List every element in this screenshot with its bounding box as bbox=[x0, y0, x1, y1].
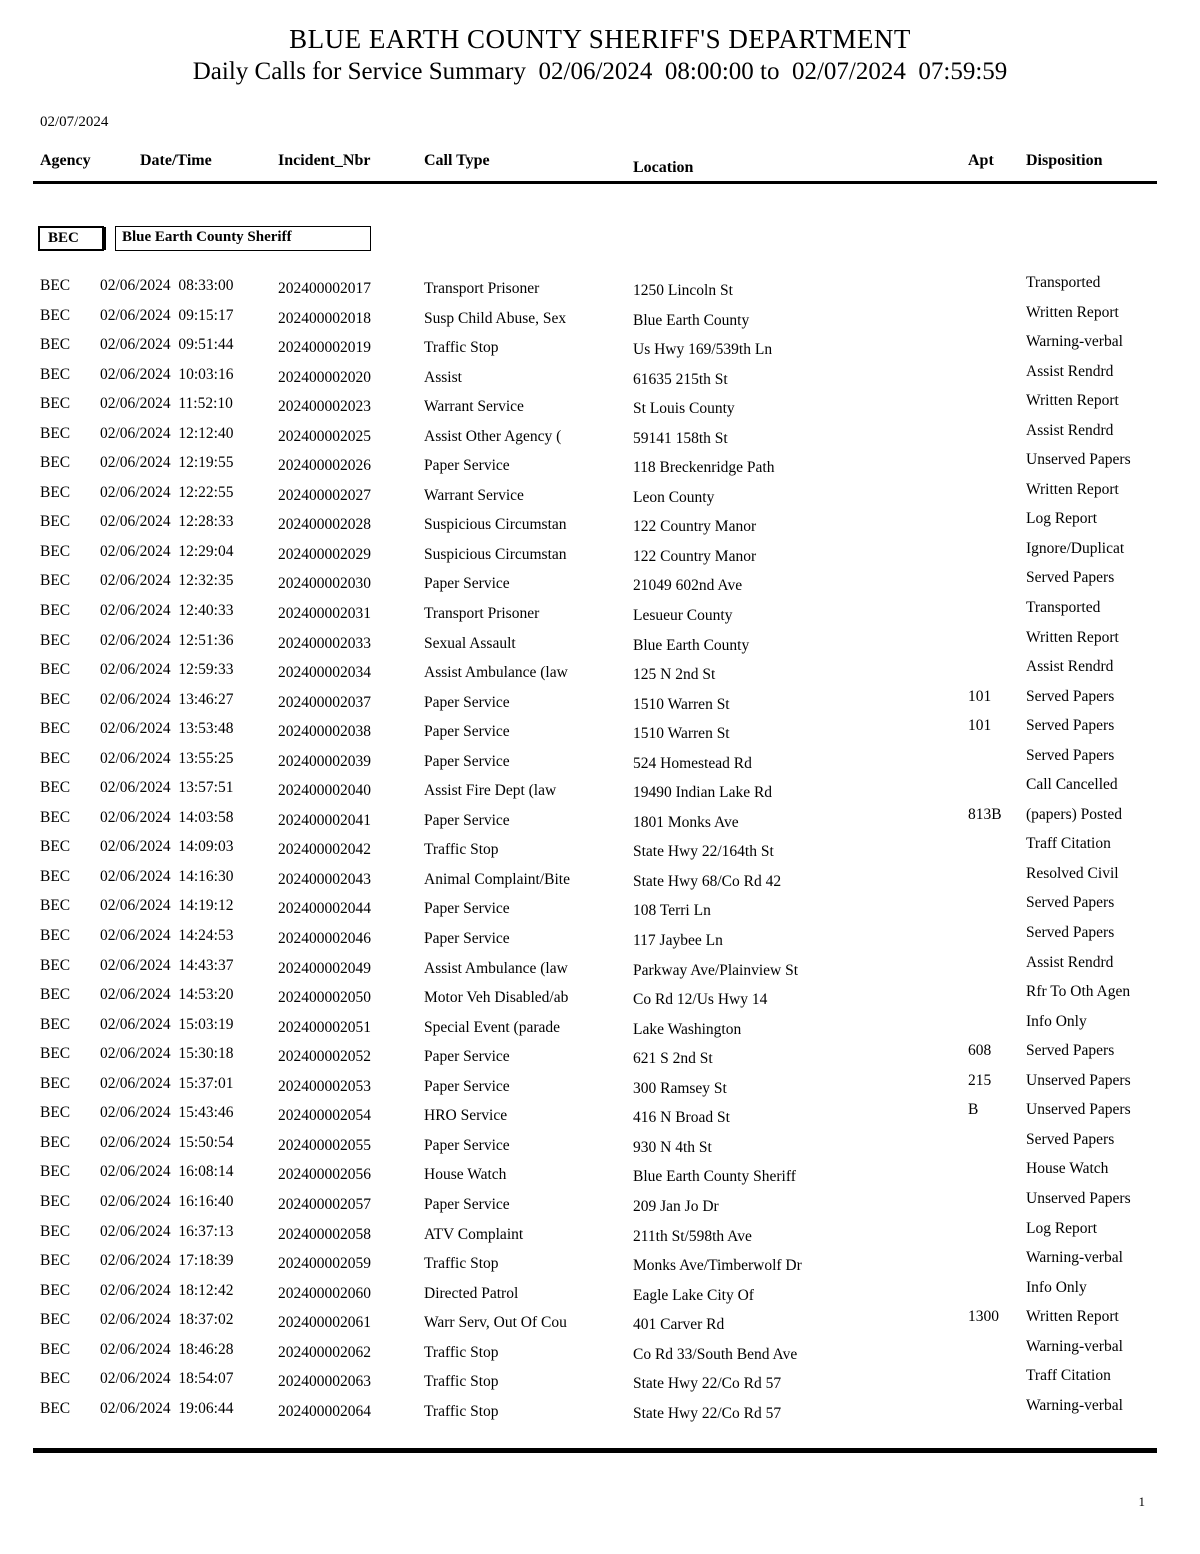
cell-call-type: Paper Service bbox=[424, 811, 510, 829]
cell-disposition: Assist Rendrd bbox=[1026, 362, 1114, 380]
cell-location: State Hwy 22/164th St bbox=[633, 843, 774, 861]
cell-disposition: Warning-verbal bbox=[1026, 1396, 1123, 1414]
cell-call-type: Suspicious Circumstan bbox=[424, 545, 567, 563]
cell-agency: BEC bbox=[40, 602, 71, 620]
cell-incident-number: 202400002050 bbox=[278, 989, 371, 1007]
cell-call-type: Directed Patrol bbox=[424, 1284, 519, 1302]
cell-datetime: 02/06/2024 09:51:44 bbox=[100, 336, 234, 354]
cell-incident-number: 202400002031 bbox=[278, 605, 371, 623]
column-header-incident-nbr: Incident_Nbr bbox=[278, 152, 371, 169]
cell-disposition: Unserved Papers bbox=[1026, 1101, 1131, 1119]
cell-call-type: Traffic Stop bbox=[424, 1373, 499, 1391]
cell-incident-number: 202400002040 bbox=[278, 782, 371, 800]
table-row bbox=[40, 335, 1155, 365]
cell-call-type: Paper Service bbox=[424, 693, 510, 711]
cell-datetime: 02/06/2024 12:59:33 bbox=[100, 661, 234, 679]
cell-call-type: ATV Complaint bbox=[424, 1225, 524, 1243]
table-row bbox=[40, 539, 1155, 572]
cell-disposition: Call Cancelled bbox=[1026, 776, 1118, 794]
table-row bbox=[40, 687, 1155, 720]
cell-call-type: Animal Complaint/Bite bbox=[424, 870, 570, 888]
cell-datetime: 02/06/2024 13:53:48 bbox=[100, 720, 234, 738]
cell-datetime: 02/06/2024 14:24:53 bbox=[100, 927, 234, 945]
cell-datetime: 02/06/2024 16:16:40 bbox=[100, 1192, 234, 1210]
cell-datetime: 02/06/2024 13:46:27 bbox=[100, 690, 234, 708]
table-row bbox=[40, 864, 1155, 897]
cell-incident-number: 202400002054 bbox=[278, 1107, 371, 1125]
cell-apt: 101 bbox=[968, 717, 992, 735]
cell-agency: BEC bbox=[40, 1222, 71, 1240]
cell-disposition: Warning-verbal bbox=[1026, 333, 1123, 351]
cell-call-type: Traffic Stop bbox=[424, 1343, 499, 1361]
cell-location: 1510 Warren St bbox=[633, 695, 730, 713]
cell-call-type: House Watch bbox=[424, 1166, 507, 1184]
table-row bbox=[40, 1130, 1155, 1163]
cell-call-type: Paper Service bbox=[424, 900, 510, 918]
cell-incident-number: 202400002060 bbox=[278, 1284, 371, 1302]
cell-location: 59141 158th St bbox=[633, 429, 728, 447]
table-row bbox=[40, 1189, 1155, 1222]
cell-incident-number: 202400002020 bbox=[278, 368, 371, 386]
cell-incident-number: 202400002023 bbox=[278, 398, 371, 416]
cell-location: State Hwy 22/Co Rd 57 bbox=[633, 1375, 782, 1393]
cell-incident-number: 202400002038 bbox=[278, 723, 371, 741]
cell-location: 930 N 4th St bbox=[633, 1138, 712, 1156]
cell-datetime: 02/06/2024 18:54:07 bbox=[100, 1370, 234, 1388]
cell-incident-number: 202400002057 bbox=[278, 1195, 371, 1213]
cell-agency: BEC bbox=[40, 808, 71, 826]
cell-agency: BEC bbox=[40, 1015, 71, 1033]
agency-section-header bbox=[38, 226, 371, 251]
table-row bbox=[40, 303, 1155, 336]
cell-incident-number: 202400002033 bbox=[278, 634, 371, 652]
cell-agency: BEC bbox=[40, 1074, 71, 1092]
cell-incident-number: 202400002034 bbox=[278, 664, 371, 682]
cell-disposition: Written Report bbox=[1026, 392, 1119, 410]
cell-call-type: Traffic Stop bbox=[424, 841, 499, 859]
cell-location: 122 Country Manor bbox=[633, 547, 757, 565]
table-row bbox=[40, 926, 1155, 956]
cell-call-type: Paper Service bbox=[424, 1048, 510, 1066]
header-divider-rule bbox=[33, 181, 1157, 184]
cell-location: 21049 602nd Ave bbox=[633, 577, 743, 595]
cell-call-type: Paper Service bbox=[424, 930, 510, 948]
cell-datetime: 02/06/2024 15:50:54 bbox=[100, 1133, 234, 1151]
cell-call-type: Susp Child Abuse, Sex bbox=[424, 309, 567, 327]
table-row bbox=[40, 985, 1155, 1015]
cell-datetime: 02/06/2024 08:33:00 bbox=[100, 277, 234, 294]
cell-location: 1801 Monks Ave bbox=[633, 813, 739, 831]
cell-disposition: Assist Rendrd bbox=[1026, 421, 1114, 439]
cell-disposition: Served Papers bbox=[1026, 894, 1115, 912]
table-row bbox=[40, 660, 1155, 690]
cell-location: St Louis County bbox=[633, 400, 735, 418]
cell-location: State Hwy 68/Co Rd 42 bbox=[633, 872, 782, 890]
cell-disposition: Unserved Papers bbox=[1026, 451, 1131, 469]
cell-agency: BEC bbox=[40, 1252, 71, 1270]
cell-disposition: Assist Rendrd bbox=[1026, 953, 1114, 971]
cell-incident-number: 202400002041 bbox=[278, 811, 371, 829]
cell-incident-number: 202400002042 bbox=[278, 841, 371, 859]
cell-datetime: 02/06/2024 17:18:39 bbox=[100, 1252, 234, 1270]
cell-agency: BEC bbox=[40, 1311, 71, 1329]
cell-location: State Hwy 22/Co Rd 57 bbox=[633, 1404, 782, 1422]
table-row bbox=[40, 1162, 1155, 1192]
table-row bbox=[40, 362, 1155, 395]
cell-datetime: 02/06/2024 11:52:10 bbox=[100, 395, 233, 413]
cell-incident-number: 202400002018 bbox=[278, 309, 371, 327]
cell-incident-number: 202400002029 bbox=[278, 545, 371, 563]
cell-location: 122 Country Manor bbox=[633, 518, 757, 536]
table-row bbox=[40, 601, 1155, 631]
cell-call-type: Assist Other Agency ( bbox=[424, 427, 562, 445]
table-row bbox=[40, 1310, 1155, 1340]
cell-call-type: Paper Service bbox=[424, 457, 510, 475]
cell-agency: BEC bbox=[40, 424, 71, 442]
cell-disposition: Written Report bbox=[1026, 628, 1119, 646]
cell-disposition: Served Papers bbox=[1026, 1130, 1115, 1148]
cell-datetime: 02/06/2024 12:19:55 bbox=[100, 454, 234, 472]
cell-disposition: Rfr To Oth Agen bbox=[1026, 983, 1131, 1001]
cell-location: 19490 Indian Lake Rd bbox=[633, 784, 773, 802]
cell-location: Blue Earth County bbox=[633, 636, 750, 654]
cell-disposition: Log Report bbox=[1026, 1219, 1098, 1237]
cell-agency: BEC bbox=[40, 1399, 71, 1417]
cell-location: 300 Ramsey St bbox=[633, 1079, 727, 1097]
cell-agency: BEC bbox=[40, 1192, 71, 1210]
cell-agency: BEC bbox=[40, 1104, 71, 1122]
cell-location: Blue Earth County Sheriff bbox=[633, 1168, 796, 1186]
table-row bbox=[40, 805, 1155, 838]
table-row bbox=[40, 1337, 1155, 1370]
cell-datetime: 02/06/2024 12:22:55 bbox=[100, 483, 234, 501]
cell-agency: BEC bbox=[40, 542, 71, 560]
cell-incident-number: 202400002026 bbox=[278, 457, 371, 475]
cell-location: 524 Homestead Rd bbox=[633, 754, 752, 772]
table-row bbox=[40, 746, 1155, 779]
cell-incident-number: 202400002059 bbox=[278, 1255, 371, 1273]
cell-incident-number: 202400002051 bbox=[278, 1018, 371, 1036]
cell-agency: BEC bbox=[40, 838, 71, 856]
cell-disposition: Ignore/Duplicat bbox=[1026, 539, 1125, 557]
cell-disposition: House Watch bbox=[1026, 1160, 1109, 1178]
cell-datetime: 02/06/2024 14:43:37 bbox=[100, 956, 234, 974]
cell-disposition: Warning-verbal bbox=[1026, 1249, 1123, 1267]
cell-datetime: 02/06/2024 14:03:58 bbox=[100, 808, 234, 826]
table-row bbox=[40, 953, 1155, 986]
cell-agency: BEC bbox=[40, 513, 71, 531]
table-row bbox=[40, 896, 1155, 926]
cell-incident-number: 202400002017 bbox=[278, 280, 371, 297]
table-row bbox=[40, 719, 1155, 749]
cell-datetime: 02/06/2024 09:15:17 bbox=[100, 306, 234, 324]
column-header-disposition: Disposition bbox=[1026, 152, 1103, 169]
cell-call-type: Traffic Stop bbox=[424, 339, 499, 357]
cell-agency: BEC bbox=[40, 749, 71, 767]
cell-incident-number: 202400002056 bbox=[278, 1166, 371, 1184]
cell-agency: BEC bbox=[40, 720, 71, 738]
cell-datetime: 02/06/2024 15:37:01 bbox=[100, 1074, 234, 1092]
cell-disposition: Served Papers bbox=[1026, 924, 1115, 942]
cell-location: 211th St/598th Ave bbox=[633, 1227, 752, 1245]
cell-location: 209 Jan Jo Dr bbox=[633, 1197, 719, 1215]
cell-disposition: Traff Citation bbox=[1026, 1367, 1111, 1385]
page-number: 1 bbox=[1138, 1494, 1145, 1509]
cell-disposition: Transported bbox=[1026, 599, 1101, 617]
bottom-divider-rule bbox=[33, 1448, 1157, 1453]
cell-incident-number: 202400002027 bbox=[278, 486, 371, 504]
cell-call-type: Assist Ambulance (law bbox=[424, 959, 568, 977]
cell-call-type: Warr Serv, Out Of Cou bbox=[424, 1314, 567, 1332]
column-header-call-type: Call Type bbox=[424, 152, 490, 169]
table-row bbox=[40, 778, 1155, 808]
cell-location: Eagle Lake City Of bbox=[633, 1286, 754, 1304]
cell-incident-number: 202400002046 bbox=[278, 930, 371, 948]
cell-call-type: Paper Service bbox=[424, 752, 510, 770]
cell-agency: BEC bbox=[40, 336, 71, 354]
cell-agency: BEC bbox=[40, 867, 71, 885]
cell-incident-number: 202400002062 bbox=[278, 1343, 371, 1361]
cell-datetime: 02/06/2024 12:32:35 bbox=[100, 572, 234, 590]
cell-location: 1510 Warren St bbox=[633, 725, 730, 743]
cell-agency: BEC bbox=[40, 1340, 71, 1358]
cell-location: Leon County bbox=[633, 488, 715, 506]
cell-agency: BEC bbox=[40, 1133, 71, 1151]
cell-datetime: 02/06/2024 18:46:28 bbox=[100, 1340, 234, 1358]
cell-incident-number: 202400002063 bbox=[278, 1373, 371, 1391]
cell-datetime: 02/06/2024 18:12:42 bbox=[100, 1281, 234, 1299]
cell-incident-number: 202400002052 bbox=[278, 1048, 371, 1066]
cell-location: Co Rd 12/Us Hwy 14 bbox=[633, 991, 768, 1009]
cell-location: Us Hwy 169/539th Ln bbox=[633, 341, 773, 359]
cell-call-type: Paper Service bbox=[424, 1077, 510, 1095]
cell-call-type: Traffic Stop bbox=[424, 1402, 499, 1420]
cell-disposition: Served Papers bbox=[1026, 687, 1115, 705]
cell-datetime: 02/06/2024 14:16:30 bbox=[100, 867, 234, 885]
cell-incident-number: 202400002064 bbox=[278, 1402, 371, 1420]
table-row bbox=[40, 1012, 1155, 1045]
cell-disposition: Assist Rendrd bbox=[1026, 658, 1114, 676]
cell-incident-number: 202400002030 bbox=[278, 575, 371, 593]
cell-datetime: 02/06/2024 16:08:14 bbox=[100, 1163, 234, 1181]
cell-disposition: Unserved Papers bbox=[1026, 1071, 1131, 1089]
cell-datetime: 02/06/2024 15:03:19 bbox=[100, 1015, 234, 1033]
cell-incident-number: 202400002049 bbox=[278, 959, 371, 977]
calls-table-body bbox=[40, 276, 1155, 1428]
cell-agency: BEC bbox=[40, 306, 71, 324]
table-row bbox=[40, 1044, 1155, 1074]
cell-apt: 1300 bbox=[968, 1308, 999, 1326]
cell-call-type: Paper Service bbox=[424, 1195, 510, 1213]
cell-location: 416 N Broad St bbox=[633, 1109, 730, 1127]
cell-agency: BEC bbox=[40, 986, 71, 1004]
cell-disposition: Warning-verbal bbox=[1026, 1337, 1123, 1355]
cell-disposition: Served Papers bbox=[1026, 717, 1115, 735]
cell-call-type: Paper Service bbox=[424, 575, 510, 593]
table-row bbox=[40, 512, 1155, 542]
cell-call-type: Warrant Service bbox=[424, 486, 524, 504]
table-row bbox=[40, 1278, 1155, 1311]
column-header-location: Location bbox=[633, 159, 694, 176]
cell-datetime: 02/06/2024 12:29:04 bbox=[100, 542, 234, 560]
cell-agency: BEC bbox=[40, 1370, 71, 1388]
cell-location: 401 Carver Rd bbox=[633, 1316, 725, 1334]
cell-location: Lesueur County bbox=[633, 607, 733, 625]
cell-apt: B bbox=[968, 1101, 979, 1119]
cell-call-type: HRO Service bbox=[424, 1107, 508, 1125]
cell-agency: BEC bbox=[40, 927, 71, 945]
cell-disposition: Unserved Papers bbox=[1026, 1189, 1131, 1207]
cell-agency: BEC bbox=[40, 779, 71, 797]
cell-datetime: 02/06/2024 15:43:46 bbox=[100, 1104, 234, 1122]
cell-call-type: Assist Fire Dept (law bbox=[424, 782, 557, 800]
cell-disposition: Written Report bbox=[1026, 480, 1119, 498]
cell-location: Parkway Ave/Plainview St bbox=[633, 961, 799, 979]
cell-location: Monks Ave/Timberwolf Dr bbox=[633, 1257, 802, 1275]
cell-call-type: Warrant Service bbox=[424, 398, 524, 416]
cell-apt: 813B bbox=[968, 805, 1002, 823]
table-row bbox=[40, 1071, 1155, 1104]
table-row bbox=[40, 837, 1155, 867]
cell-datetime: 02/06/2024 16:37:13 bbox=[100, 1222, 234, 1240]
cell-apt: 608 bbox=[968, 1042, 992, 1060]
table-row bbox=[40, 453, 1155, 483]
cell-location: 118 Breckenridge Path bbox=[633, 459, 775, 477]
table-row bbox=[40, 1219, 1155, 1252]
cell-location: 125 N 2nd St bbox=[633, 666, 716, 684]
cell-location: 1250 Lincoln St bbox=[633, 282, 733, 299]
cell-datetime: 02/06/2024 18:37:02 bbox=[100, 1311, 234, 1329]
cell-agency: BEC bbox=[40, 483, 71, 501]
cell-call-type: Traffic Stop bbox=[424, 1255, 499, 1273]
table-row bbox=[40, 1103, 1155, 1133]
cell-apt: 101 bbox=[968, 687, 992, 705]
cell-call-type: Transport Prisoner bbox=[424, 605, 540, 623]
cell-disposition: Served Papers bbox=[1026, 1042, 1115, 1060]
cell-agency: BEC bbox=[40, 897, 71, 915]
cell-datetime: 02/06/2024 14:19:12 bbox=[100, 897, 234, 915]
report-subtitle: Daily Calls for Service Summary 02/06/2024 08:00:00 to 02/07/2024 07:59:59 bbox=[192, 58, 1008, 85]
cell-incident-number: 202400002019 bbox=[278, 339, 371, 357]
report-title: BLUE EARTH COUNTY SHERIFF'S DEPARTMENT bbox=[289, 24, 911, 54]
cell-disposition: Written Report bbox=[1026, 303, 1119, 321]
cell-datetime: 02/06/2024 13:57:51 bbox=[100, 779, 234, 797]
cell-call-type: Sexual Assault bbox=[424, 634, 516, 652]
cell-datetime: 02/06/2024 10:03:16 bbox=[100, 365, 234, 383]
cell-apt: 215 bbox=[968, 1071, 992, 1089]
cell-disposition: Log Report bbox=[1026, 510, 1098, 528]
column-header-apt: Apt bbox=[968, 152, 994, 169]
cell-location: 108 Terri Ln bbox=[633, 902, 711, 920]
cell-disposition: Served Papers bbox=[1026, 569, 1115, 587]
cell-location: Co Rd 33/South Bend Ave bbox=[633, 1345, 798, 1363]
cell-call-type: Assist Ambulance (law bbox=[424, 664, 568, 682]
cell-location: Blue Earth County bbox=[633, 311, 750, 329]
cell-call-type: Assist bbox=[424, 368, 462, 386]
cell-incident-number: 202400002058 bbox=[278, 1225, 371, 1243]
table-row bbox=[40, 1251, 1155, 1281]
cell-call-type: Paper Service bbox=[424, 723, 510, 741]
cell-location: 117 Jaybee Ln bbox=[633, 932, 723, 950]
cell-agency: BEC bbox=[40, 690, 71, 708]
cell-call-type: Paper Service bbox=[424, 1136, 510, 1154]
cell-datetime: 02/06/2024 13:55:25 bbox=[100, 749, 234, 767]
cell-call-type: Suspicious Circumstan bbox=[424, 516, 567, 534]
cell-agency: BEC bbox=[40, 395, 71, 413]
cell-agency: BEC bbox=[40, 1281, 71, 1299]
cell-call-type: Special Event (parade bbox=[424, 1018, 560, 1036]
cell-datetime: 02/06/2024 12:51:36 bbox=[100, 631, 234, 649]
cell-agency: BEC bbox=[40, 956, 71, 974]
cell-agency: BEC bbox=[40, 277, 71, 294]
cell-datetime: 02/06/2024 12:12:40 bbox=[100, 424, 234, 442]
cell-incident-number: 202400002055 bbox=[278, 1136, 371, 1154]
cell-location: 621 S 2nd St bbox=[633, 1050, 713, 1068]
cell-agency: BEC bbox=[40, 454, 71, 472]
table-row bbox=[40, 571, 1155, 601]
cell-call-type: Motor Veh Disabled/ab bbox=[424, 989, 569, 1007]
table-column-headers bbox=[40, 152, 1155, 176]
table-row bbox=[40, 480, 1155, 513]
cell-datetime: 02/06/2024 12:28:33 bbox=[100, 513, 234, 531]
table-row bbox=[40, 276, 1155, 306]
cell-agency: BEC bbox=[40, 365, 71, 383]
cell-disposition: Info Only bbox=[1026, 1278, 1087, 1296]
cell-incident-number: 202400002043 bbox=[278, 870, 371, 888]
cell-location: Lake Washington bbox=[633, 1020, 742, 1038]
table-row bbox=[40, 394, 1155, 424]
cell-agency: BEC bbox=[40, 1045, 71, 1063]
table-row bbox=[40, 1396, 1155, 1429]
report-run-date: 02/07/2024 bbox=[40, 114, 109, 130]
cell-location: 61635 215th St bbox=[633, 370, 728, 388]
cell-incident-number: 202400002061 bbox=[278, 1314, 371, 1332]
cell-incident-number: 202400002039 bbox=[278, 752, 371, 770]
cell-datetime: 02/06/2024 14:09:03 bbox=[100, 838, 234, 856]
table-row bbox=[40, 1369, 1155, 1399]
cell-agency: BEC bbox=[40, 572, 71, 590]
cell-datetime: 02/06/2024 12:40:33 bbox=[100, 602, 234, 620]
cell-incident-number: 202400002025 bbox=[278, 427, 371, 445]
column-header-datetime: Date/Time bbox=[140, 152, 212, 169]
cell-agency: BEC bbox=[40, 1163, 71, 1181]
cell-disposition: Written Report bbox=[1026, 1308, 1119, 1326]
cell-disposition: (papers) Posted bbox=[1026, 805, 1122, 823]
cell-call-type: Transport Prisoner bbox=[424, 280, 540, 297]
column-header-agency: Agency bbox=[40, 152, 91, 169]
table-row bbox=[40, 421, 1155, 454]
cell-datetime: 02/06/2024 14:53:20 bbox=[100, 986, 234, 1004]
cell-disposition: Resolved Civil bbox=[1026, 864, 1119, 882]
cell-incident-number: 202400002037 bbox=[278, 693, 371, 711]
cell-datetime: 02/06/2024 19:06:44 bbox=[100, 1399, 234, 1417]
cell-disposition: Traff Citation bbox=[1026, 835, 1111, 853]
cell-agency: BEC bbox=[40, 661, 71, 679]
cell-agency: BEC bbox=[40, 631, 71, 649]
cell-incident-number: 202400002028 bbox=[278, 516, 371, 534]
agency-code-box: BEC bbox=[38, 226, 104, 251]
cell-incident-number: 202400002053 bbox=[278, 1077, 371, 1095]
cell-disposition: Transported bbox=[1026, 274, 1101, 291]
agency-name-box: Blue Earth County Sheriff bbox=[115, 226, 371, 251]
cell-datetime: 02/06/2024 15:30:18 bbox=[100, 1045, 234, 1063]
cell-disposition: Info Only bbox=[1026, 1012, 1087, 1030]
table-row bbox=[40, 628, 1155, 661]
cell-incident-number: 202400002044 bbox=[278, 900, 371, 918]
cell-disposition: Served Papers bbox=[1026, 746, 1115, 764]
